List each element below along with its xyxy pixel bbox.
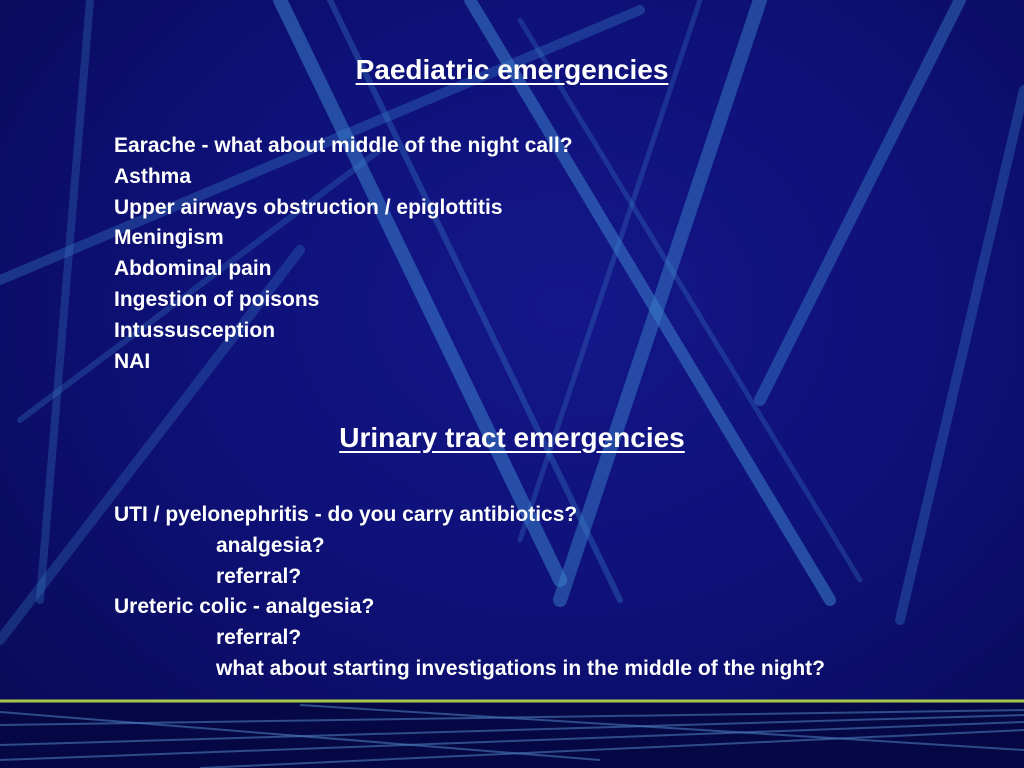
list-item: Earache - what about middle of the night call? xyxy=(114,134,573,157)
list-item: analgesia? xyxy=(216,533,325,557)
list-item: Asthma xyxy=(114,164,192,188)
list-item: what about starting investigations in the middle of the night? xyxy=(216,656,825,680)
paediatric-list xyxy=(114,131,573,377)
list-item: NAI xyxy=(114,349,151,373)
section-title-paediatric: Paediatric emergencies xyxy=(355,54,669,85)
list-item: Abdominal pain xyxy=(114,257,272,281)
list-item: UTI / pyelonephritis - do you carry antibiotics? xyxy=(114,503,578,526)
section-title-urinary: Urinary tract emergencies xyxy=(339,422,685,453)
list-item: Ingestion of poisons xyxy=(114,287,320,311)
urinary-list xyxy=(114,500,825,685)
list-item: Intussusception xyxy=(114,318,276,342)
list-item: Upper airways obstruction / epiglottitis xyxy=(114,195,503,219)
list-item: Meningism xyxy=(114,226,224,250)
list-item: referral? xyxy=(216,626,302,650)
list-item: referral? xyxy=(216,564,302,588)
list-item: Ureteric colic - analgesia? xyxy=(114,595,375,619)
